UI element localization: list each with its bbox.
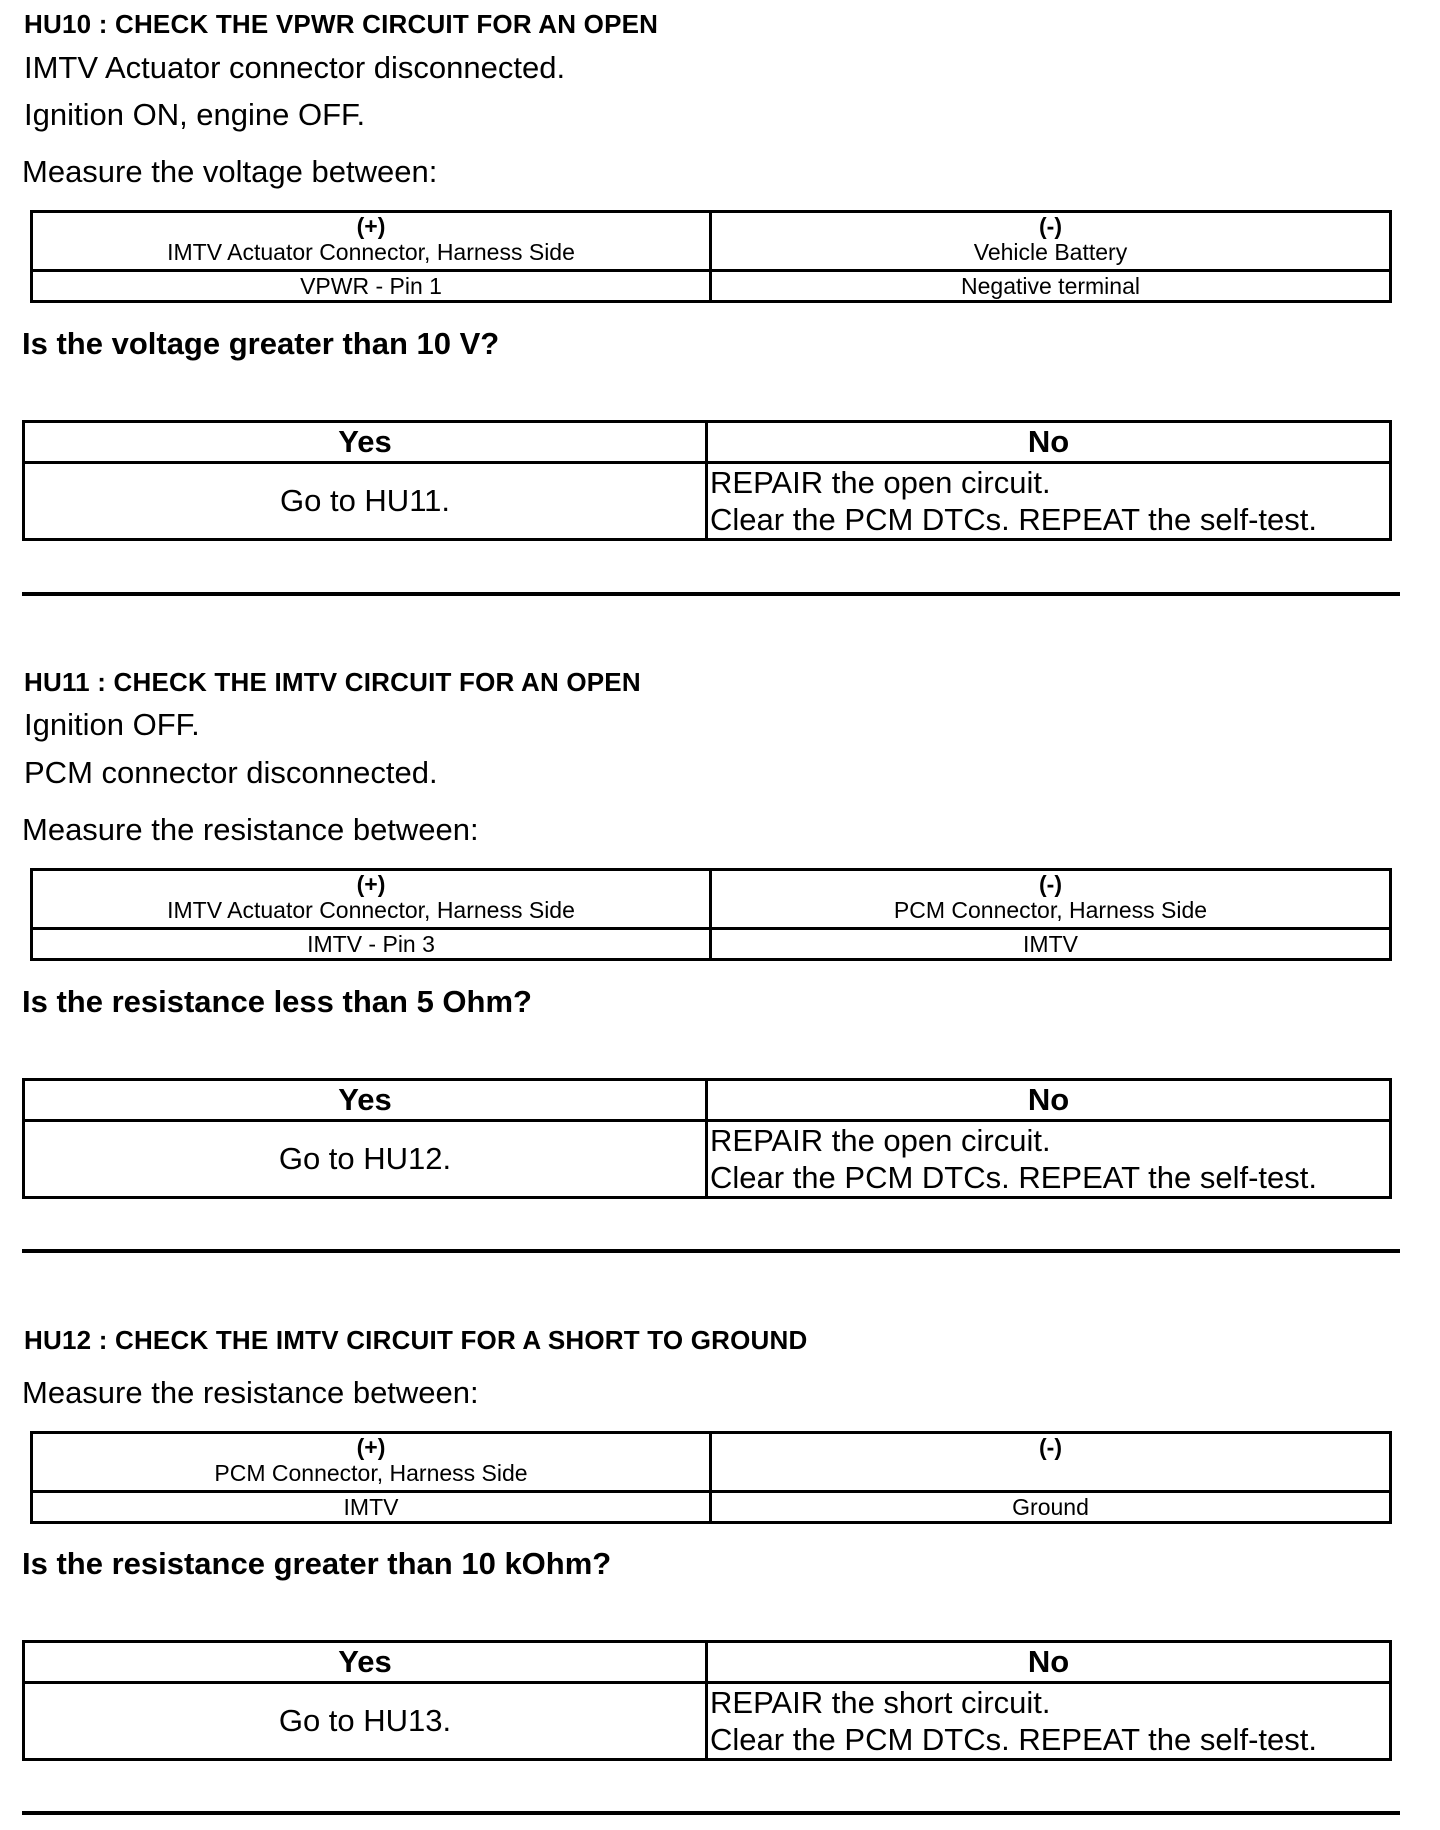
section-divider	[22, 1811, 1400, 1815]
negative-probe-value: Ground	[711, 1492, 1391, 1523]
positive-probe-header	[32, 1433, 711, 1492]
positive-sign: (+)	[356, 871, 386, 897]
result-table	[22, 420, 1392, 541]
negative-sign: (-)	[1039, 871, 1062, 897]
yes-action: Go to HU12.	[24, 1121, 707, 1198]
negative-sign: (-)	[1039, 213, 1062, 239]
test-question: Is the voltage greater than 10 V?	[22, 326, 500, 361]
positive-probe-header	[32, 870, 711, 929]
positive-sign: (+)	[356, 1434, 386, 1460]
positive-probe-value: VPWR - Pin 1	[32, 271, 711, 302]
positive-sign: (+)	[356, 213, 386, 239]
no-action	[707, 463, 1391, 540]
test-question: Is the resistance greater than 10 kOhm?	[22, 1546, 612, 1581]
measure-label: Measure the resistance between:	[22, 812, 479, 847]
result-table	[22, 1640, 1392, 1761]
negative-probe-header	[711, 1433, 1391, 1492]
no-action	[707, 1121, 1391, 1198]
positive-probe-header	[32, 212, 711, 271]
no-header: No	[707, 1080, 1391, 1121]
no-action-line: Clear the PCM DTCs. REPEAT the self-test.	[710, 1722, 1317, 1757]
test-question: Is the resistance less than 5 Ohm?	[22, 984, 532, 1019]
no-action-line: Clear the PCM DTCs. REPEAT the self-test.	[710, 1160, 1317, 1195]
no-header: No	[707, 1642, 1391, 1683]
section-divider	[22, 1249, 1400, 1253]
instruction-line: IMTV Actuator connector disconnected.	[24, 50, 566, 85]
yes-header: Yes	[24, 1642, 707, 1683]
yes-header: Yes	[24, 422, 707, 463]
negative-probe-value: IMTV	[711, 929, 1391, 960]
no-action-line: REPAIR the open circuit.	[710, 465, 1051, 500]
result-table	[22, 1078, 1392, 1199]
step-heading: HU11 : CHECK THE IMTV CIRCUIT FOR AN OPEN	[24, 667, 641, 697]
no-action-line: Clear the PCM DTCs. REPEAT the self-test.	[710, 502, 1317, 537]
negative-probe-label: Vehicle Battery	[973, 239, 1128, 265]
measurement-table	[30, 210, 1392, 303]
no-action-line: REPAIR the open circuit.	[710, 1123, 1051, 1158]
negative-probe-value: Negative terminal	[711, 271, 1391, 302]
measure-label: Measure the resistance between:	[22, 1375, 479, 1410]
measurement-table	[30, 868, 1392, 961]
positive-probe-label: PCM Connector, Harness Side	[214, 1460, 528, 1486]
yes-header: Yes	[24, 1080, 707, 1121]
negative-sign: (-)	[1039, 1434, 1062, 1460]
negative-probe-header	[711, 212, 1391, 271]
section-divider	[22, 592, 1400, 596]
positive-probe-label: IMTV Actuator Connector, Harness Side	[167, 897, 575, 923]
positive-probe-value: IMTV - Pin 3	[32, 929, 711, 960]
instruction-line: Ignition OFF.	[24, 707, 200, 742]
step-heading: HU12 : CHECK THE IMTV CIRCUIT FOR A SHORT TO GROUND	[24, 1325, 808, 1355]
yes-action: Go to HU13.	[24, 1683, 707, 1760]
step-heading: HU10 : CHECK THE VPWR CIRCUIT FOR AN OPEN	[24, 9, 659, 39]
positive-probe-label: IMTV Actuator Connector, Harness Side	[167, 239, 575, 265]
no-action-line: REPAIR the short circuit.	[710, 1685, 1051, 1720]
measurement-table	[30, 1431, 1392, 1524]
negative-probe-header	[711, 870, 1391, 929]
instruction-line: PCM connector disconnected.	[24, 755, 438, 790]
no-header: No	[707, 422, 1391, 463]
yes-action: Go to HU11.	[24, 463, 707, 540]
positive-probe-value: IMTV	[32, 1492, 711, 1523]
negative-probe-label: PCM Connector, Harness Side	[893, 897, 1208, 923]
measure-label: Measure the voltage between:	[22, 154, 438, 189]
instruction-line: Ignition ON, engine OFF.	[24, 97, 366, 132]
no-action	[707, 1683, 1391, 1760]
